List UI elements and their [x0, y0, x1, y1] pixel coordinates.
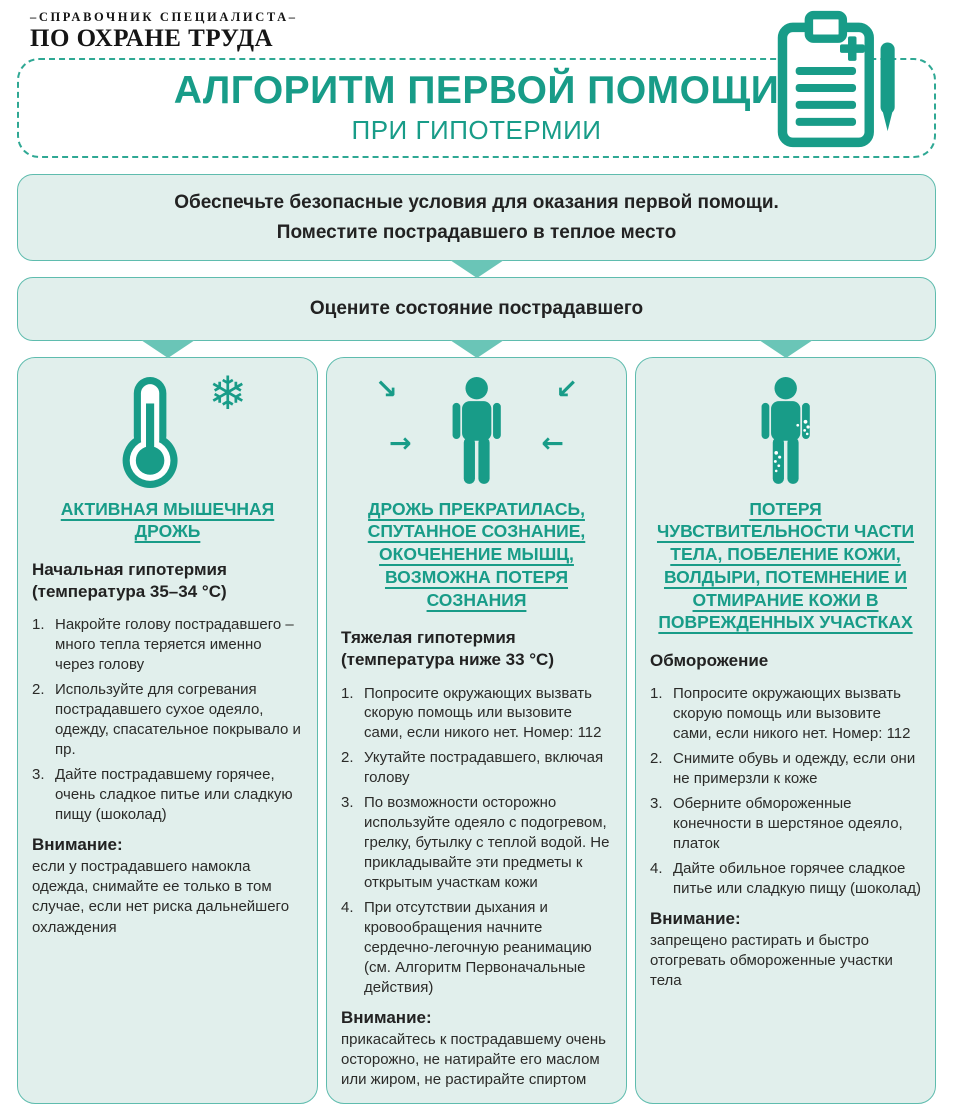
warning-label: Внимание:	[341, 1007, 432, 1027]
card-subheading: Тяжелая гипотермия (температура ниже 33 °C)	[341, 628, 554, 670]
arrow-down-icon	[326, 340, 627, 358]
card-severe-hypothermia	[326, 357, 627, 1104]
step2-line1: Оцените состояние пострадавшего	[309, 298, 644, 320]
instruction-list	[32, 615, 303, 824]
warning-text: если у пострадавшего намокла одежда, снимайте ее только в том случае, если нет риска дальнейшего охлаждения	[32, 857, 290, 936]
inward-arrow-icon: ↘	[375, 373, 398, 405]
step-safe-conditions	[17, 174, 936, 261]
step-assess-condition	[17, 277, 936, 340]
arrow-down-icon	[0, 260, 953, 278]
page-subtitle: ПРИ ГИПОТЕРМИИ	[351, 114, 602, 145]
person-frostbite-icon	[650, 374, 921, 492]
card-heading: АКТИВНАЯ МЫШЕЧНАЯ ДРОЖЬ	[60, 498, 275, 542]
inward-arrow-icon: →	[389, 427, 412, 459]
arrow-down-icon	[635, 340, 936, 358]
card-heading: ПОТЕРЯ ЧУВСТВИТЕЛЬНОСТИ ЧАСТИ ТЕЛА, ПОБЕЛЕНИЕ КОЖИ, ВОЛДЫРИ, ПОТЕМНЕНИЕ И ОТМИРАНИЕ КОЖИ В ПОВРЕЖДЕННЫХ УЧАСТКАХ	[656, 498, 915, 633]
list-item: 2. Используйте для согревания пострадавшего сухое одеяло, одежду, спасательное покрывало и пр.	[32, 681, 301, 758]
warning-label: Внимание:	[650, 908, 741, 928]
list-item: 3. Дайте пострадавшему горячее, очень сладкое питье или сладкую пищу (шоколад)	[32, 765, 293, 823]
arrow-down-icon	[17, 340, 318, 358]
list-item: 3. По возможности осторожно используйте одеяло с подогревом, грелку, бутылку с теплой водой. Не прикладывайте эти предметы к открытым участкам кожи	[341, 794, 610, 891]
list-item: 2. Снимите обувь и одежду, если они не примерзли к коже	[650, 749, 916, 787]
list-item: 4. Дайте обильное горячее сладкое питье или сладкую пищу (шоколад)	[650, 859, 922, 897]
step1-line1: Обеспечьте безопасные условия для оказания первой помощи.	[174, 192, 779, 214]
step1-line2: Поместите пострадавшего в теплое место	[276, 221, 677, 243]
card-mild-hypothermia	[17, 357, 318, 1104]
warning-label: Внимание:	[32, 834, 123, 854]
warning-text: прикасайтесь к пострадавшему очень осторожно, не натирайте его маслом или жиром, не растирайте спиртом	[341, 1030, 606, 1089]
title-box	[17, 58, 936, 158]
brand-title: ПО ОХРАНЕ ТРУДА	[30, 25, 274, 52]
list-item: 1. Накройте голову пострадавшего – много тепла теряется именно через голову	[32, 616, 294, 674]
thermometer-snowflake-icon	[32, 365, 303, 492]
list-item: 1. Попросите окружающих вызвать скорую помощь или вызовите сами, если никого нет. Номер: 112	[650, 685, 911, 743]
card-heading: ДРОЖЬ ПРЕКРАТИЛАСЬ, СПУТАННОЕ СОЗНАНИЕ, ОКОЧЕНЕНИЕ МЫШЦ, ВОЗМОЖНА ПОТЕРЯ СОЗНАНИЯ	[367, 498, 586, 610]
branch-arrows	[17, 340, 936, 358]
inward-arrow-icon: ←	[541, 427, 564, 459]
clipboard-pen-icon	[774, 8, 906, 158]
page-title: АЛГОРИТМ ПЕРВОЙ ПОМОЩИ	[173, 68, 780, 112]
warning-text: запрещено растирать и быстро отогревать обмороженные участки тела	[650, 931, 893, 990]
condition-cards	[17, 357, 936, 1104]
brand-tagline: –СПРАВОЧНИК СПЕЦИАЛИСТА–	[30, 10, 298, 24]
card-frostbite	[635, 357, 936, 1104]
snowflake-icon: ❄	[208, 365, 247, 420]
list-item: 4. При отсутствии дыхания и кровообращения начните сердечно-легочную реанимацию (см. Алгоритм Первоначальные действия)	[341, 898, 592, 996]
person-inward-arrows-icon	[341, 374, 612, 492]
instruction-list	[341, 684, 612, 998]
instruction-list	[650, 684, 921, 898]
list-item: 2. Укутайте пострадавшего, включая голову	[341, 749, 604, 787]
list-item: 3. Оберните обмороженные конечности в шерстяное одеяло, платок	[650, 794, 903, 852]
infographic-page	[0, 10, 953, 1089]
card-subheading: Начальная гипотермия (температура 35–34 °C)	[32, 560, 227, 602]
card-subheading: Обморожение	[650, 651, 769, 671]
page-header	[0, 10, 953, 158]
list-item: 1. Попросите окружающих вызвать скорую помощь или вызовите сами, если никого нет. Номер: 112	[341, 684, 602, 742]
inward-arrow-icon: ↙	[555, 373, 578, 405]
